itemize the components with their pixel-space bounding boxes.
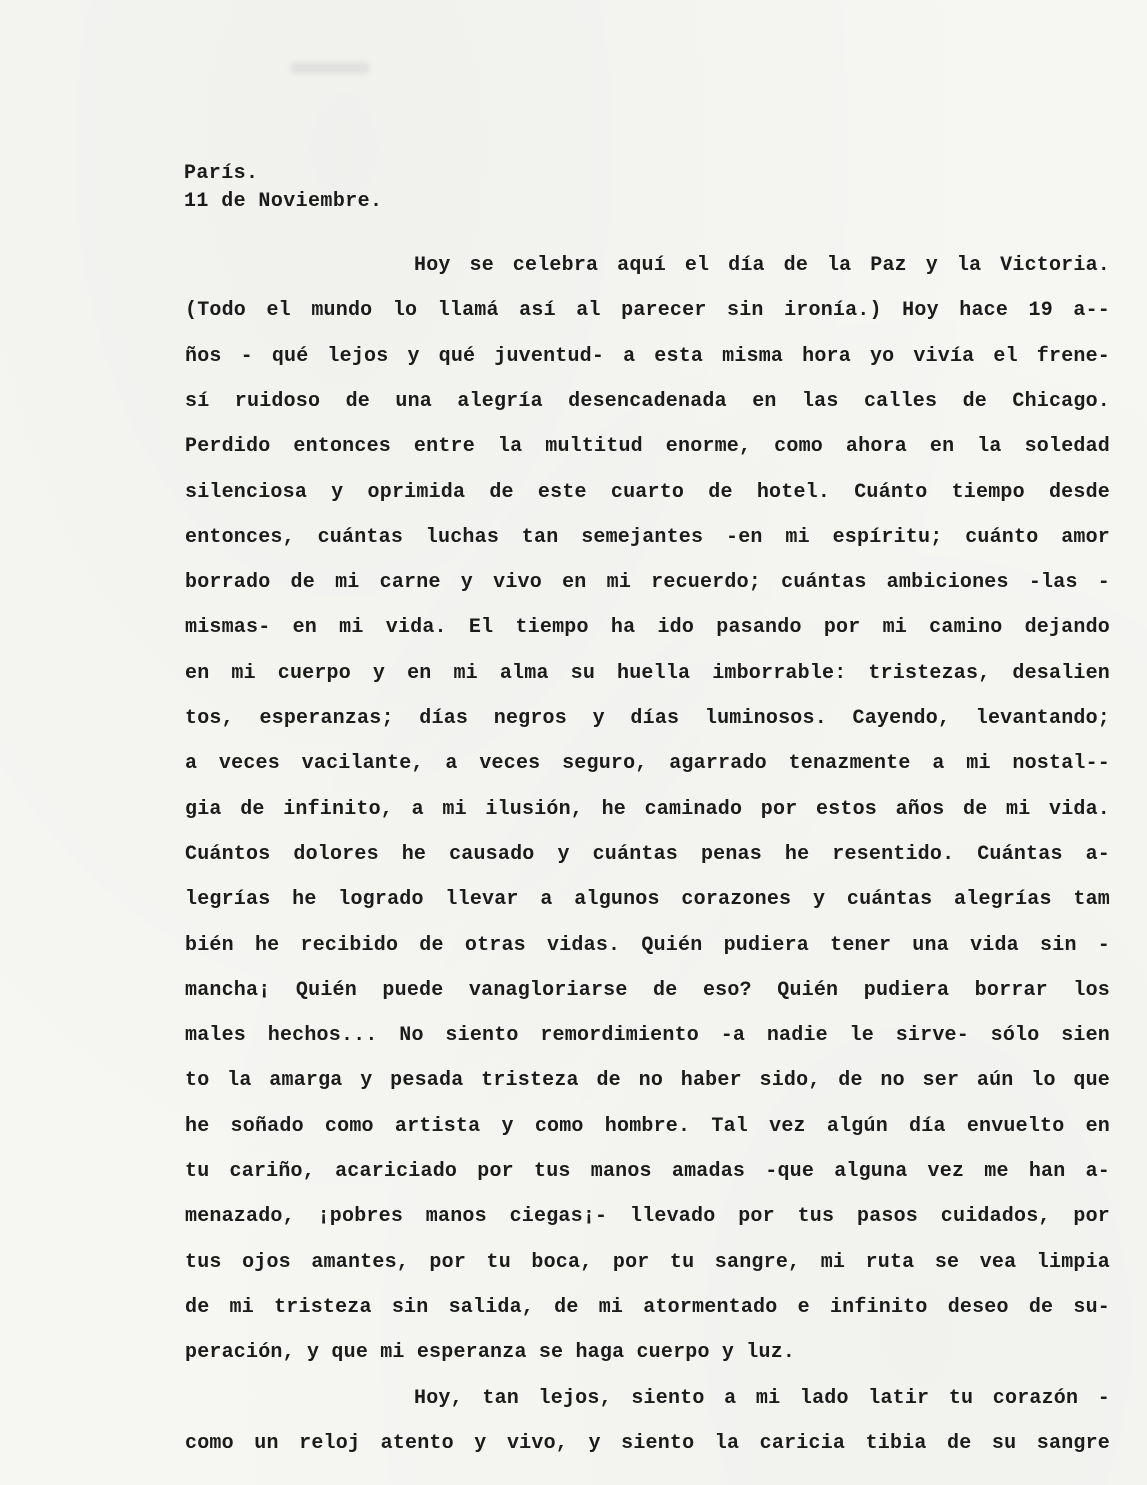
text-line: bién he recibido de otras vidas. Quién pudiera tener una vida sin - bbox=[185, 933, 1110, 957]
text-line: entonces, cuántas luchas tan semejantes -en mi espíritu; cuánto amor bbox=[185, 525, 1110, 549]
text-line: en mi cuerpo y en mi alma su huella imborrable: tristezas, desalien bbox=[185, 661, 1110, 685]
letter-date: 11 de Noviembre. bbox=[184, 190, 383, 213]
text-line: mancha¡ Quién puede vanagloriarse de eso? Quién pudiera borrar los bbox=[185, 978, 1110, 1002]
text-line: como un reloj atento y vivo, y siento la caricia tibia de su sangre bbox=[185, 1431, 1110, 1455]
letter-place: París. bbox=[184, 162, 259, 185]
letter-heading bbox=[184, 160, 382, 216]
text-line: Cuántos dolores he causado y cuántas penas he resentido. Cuántas a- bbox=[185, 842, 1110, 866]
text-line: Perdido entonces entre la multitud enorme, como ahora en la soledad bbox=[185, 435, 1110, 459]
text-line: menazado, ¡pobres manos ciegas¡- llevado por tus pasos cuidados, por bbox=[185, 1205, 1110, 1229]
text-line: Hoy se celebra aquí el día de la Paz y la Victoria. bbox=[414, 254, 1110, 277]
text-line: gia de infinito, a mi ilusión, he caminado por estos años de mi vida. bbox=[185, 797, 1110, 821]
text-line: tu cariño, acariciado por tus manos amadas -que alguna vez me han a- bbox=[185, 1160, 1110, 1183]
text-line: a veces vacilante, a veces seguro, agarrado tenazmente a mi nostal-- bbox=[185, 752, 1110, 776]
text-line: peración, y que mi esperanza se haga cuerpo y luz. bbox=[185, 1341, 796, 1365]
ink-smudge bbox=[290, 62, 370, 74]
text-line: (Todo el mundo lo llamá así al parecer sin ironía.) Hoy hace 19 a-- bbox=[185, 299, 1110, 323]
text-line: borrado de mi carne y vivo en mi recuerdo; cuántas ambiciones -las - bbox=[185, 571, 1110, 595]
text-line: mismas- en mi vida. El tiempo ha ido pasando por mi camino dejando bbox=[185, 616, 1110, 640]
text-line: sí ruidoso de una alegría desencadenada en las calles de Chicago. bbox=[185, 389, 1110, 413]
text-line: he soñado como artista y como hombre. Tal vez algún día envuelto en bbox=[185, 1114, 1110, 1138]
text-line: de mi tristeza sin salida, de mi atormentado e infinito deseo de su- bbox=[185, 1295, 1110, 1319]
text-line: ños - qué lejos y qué juventud- a esta misma hora yo vivía el frene- bbox=[185, 344, 1110, 368]
text-line: tus ojos amantes, por tu boca, por tu sangre, mi ruta se vea limpia bbox=[185, 1250, 1110, 1274]
text-line: tos, esperanzas; días negros y días luminosos. Cayendo, levantando; bbox=[185, 707, 1110, 730]
text-line: males hechos... No siento remordimiento -a nadie le sirve- sólo sien bbox=[185, 1024, 1110, 1048]
text-line: to la amarga y pesada tristeza de no haber sido, de no ser aún lo que bbox=[185, 1069, 1110, 1093]
text-line: Hoy, tan lejos, siento a mi lado latir tu corazón - bbox=[414, 1386, 1110, 1410]
text-line: silenciosa y oprimida de este cuarto de hotel. Cuánto tiempo desde bbox=[185, 480, 1110, 504]
text-line: legrías he logrado llevar a algunos corazones y cuántas alegrías tam bbox=[185, 888, 1110, 912]
